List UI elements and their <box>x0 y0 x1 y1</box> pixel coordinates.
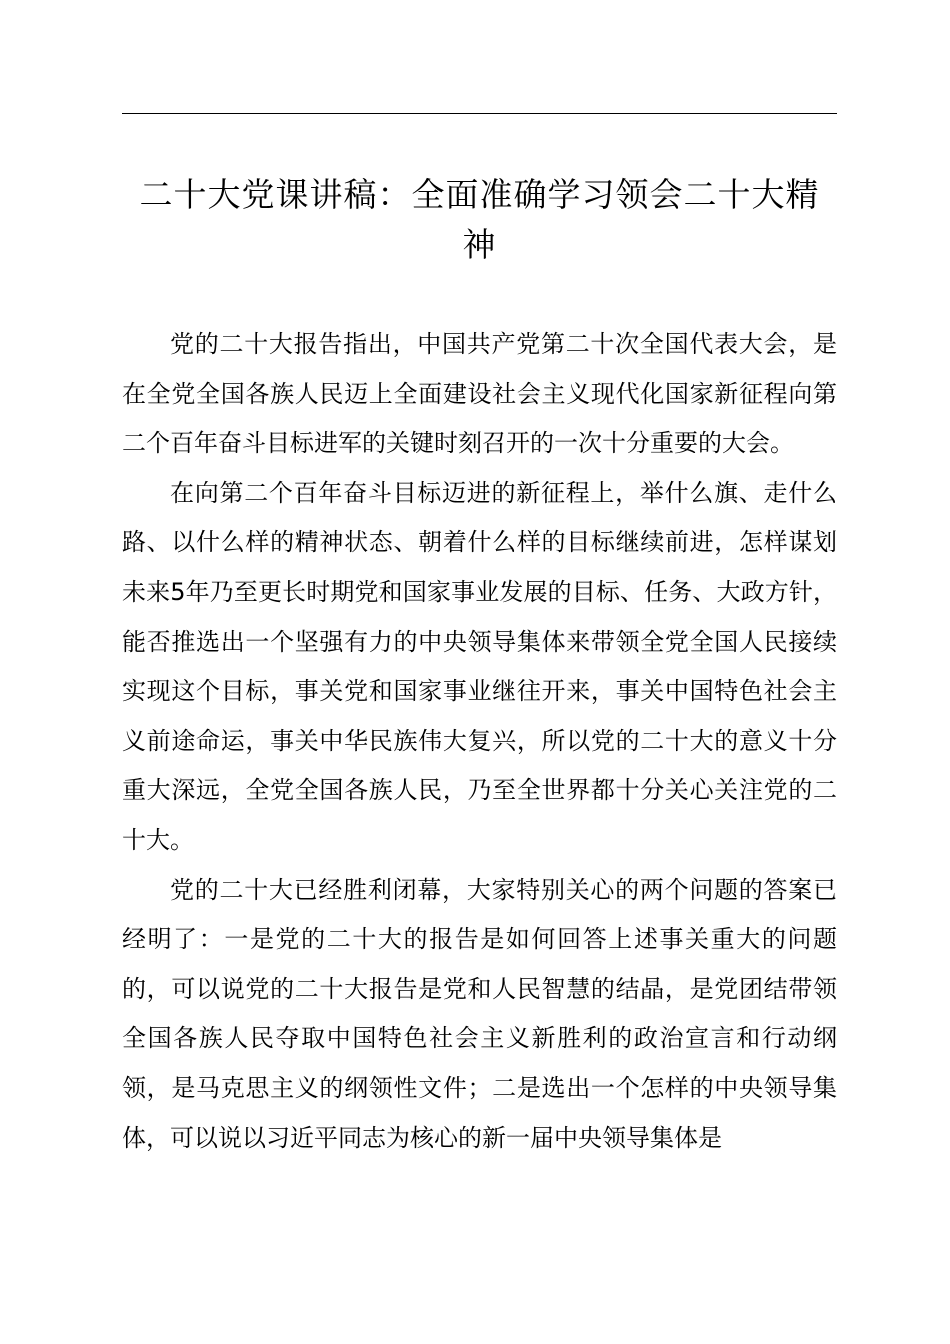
paragraph-1: 党的二十大报告指出，中国共产党第二十次全国代表大会，是在全党全国各族人民迈上全面建设社会主义现代化国家新征程向第二个百年奋斗目标进军的关键时刻召开的一次十分重要的大会。 <box>122 330 837 458</box>
paragraph-3: 党的二十大已经胜利闭幕，大家特别关心的两个问题的答案已经明了：一是党的二十大的报告是如何回答上述事关重大的问题的，可以说党的二十大报告是党和人民智慧的结晶，是党团结带领全国各族人民夺取中国特色社会主义新胜利的政治宣言和行动纲领，是马克思主义的纲领性文件；二是选出一个怎样的中央领导集体，可以说以习近平同志为核心的新一届中央领导集体是 <box>122 875 837 1152</box>
title-line-1: 二十大党课讲稿：全面准确学习领会二十大精 <box>139 175 820 214</box>
header-divider <box>122 113 837 114</box>
paragraph-2: 在向第二个百年奋斗目标迈进的新征程上，举什么旗、走什么路、以什么样的精神状态、朝着什么样的目标继续前进，怎样谋划未来5年乃至更长时期党和国家事业发展的目标、任务、大政方针，能否推选出一个坚强有力的中央领导集体来带领全党全国人民接续实现这个目标，事关党和国家事业继往开来，事关中国特色社会主义前途命运，事关中华民族伟大复兴，所以党的二十大的意义十分重大深远，全党全国各族人民，乃至全世界都十分关心关注党的二十大。 <box>122 478 837 854</box>
document-body <box>122 320 837 1163</box>
title-line-2: 神 <box>462 225 497 264</box>
document-title <box>122 170 837 270</box>
